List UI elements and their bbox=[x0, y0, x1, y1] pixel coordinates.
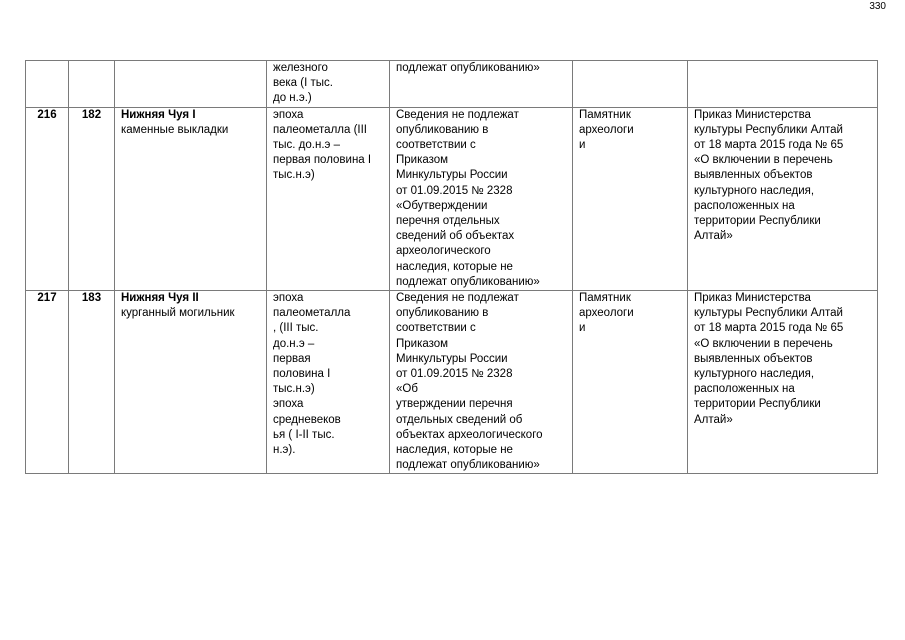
document-line: выявленных объектов bbox=[694, 169, 813, 182]
info-line: подлежат опубликованию» bbox=[396, 459, 540, 472]
document-line: культуры Республики Алтай bbox=[694, 123, 843, 136]
category-line: Памятник bbox=[579, 108, 631, 121]
period-line: палеометалла bbox=[273, 307, 351, 320]
info-line: «Об bbox=[396, 383, 418, 396]
period-line: палеометалла (III bbox=[273, 123, 368, 136]
document-line: культурного наследия, bbox=[694, 184, 815, 197]
info-line: подлежат опубликованию» bbox=[396, 62, 540, 74]
document-line: от 18 марта 2015 года № 65 bbox=[694, 139, 844, 152]
document-cell bbox=[688, 61, 878, 108]
info-line: перечня отдельных bbox=[396, 215, 500, 228]
name-cell bbox=[115, 107, 267, 290]
info-line: объектах археологического bbox=[396, 428, 543, 441]
category-cell bbox=[573, 291, 688, 474]
info-line: от 01.09.2015 № 2328 bbox=[396, 184, 513, 197]
reg-no-cell: 217 bbox=[26, 291, 69, 474]
item-no-cell: 182 bbox=[69, 107, 115, 290]
info-cell bbox=[390, 61, 573, 108]
reg-no-cell bbox=[26, 61, 69, 108]
period-line: первая половина I bbox=[273, 154, 372, 167]
category-cell bbox=[573, 61, 688, 108]
document-line: от 18 марта 2015 года № 65 bbox=[694, 322, 844, 335]
table-row bbox=[26, 107, 878, 290]
info-line: Сведения не подлежат bbox=[396, 108, 519, 121]
info-cell bbox=[390, 107, 573, 290]
info-line: Приказом bbox=[396, 154, 449, 167]
period-line: ья ( I-II тыс. bbox=[273, 428, 335, 441]
info-line: Приказом bbox=[396, 337, 449, 350]
period-line: первая bbox=[273, 352, 311, 365]
item-no-cell: 183 bbox=[69, 291, 115, 474]
info-line: Сведения не подлежат bbox=[396, 292, 519, 305]
period-cell bbox=[267, 107, 390, 290]
info-line: археологического bbox=[396, 245, 491, 258]
period-line: века (I тыс. bbox=[273, 77, 333, 90]
name-cell bbox=[115, 291, 267, 474]
info-line: утверждении перечня bbox=[396, 398, 513, 411]
document-line: расположенных на bbox=[694, 383, 795, 396]
document-line: территории Республики bbox=[694, 215, 821, 228]
document-line: расположенных на bbox=[694, 199, 795, 212]
period-line: тыс.н.э) bbox=[273, 169, 315, 182]
info-line: Минкультуры России bbox=[396, 169, 508, 182]
category-cell bbox=[573, 107, 688, 290]
document-line: культурного наследия, bbox=[694, 368, 815, 381]
document-line: Приказ Министерства bbox=[694, 108, 811, 121]
info-line: подлежат опубликованию» bbox=[396, 275, 540, 288]
info-line: соответствии с bbox=[396, 322, 476, 335]
document-cell bbox=[688, 107, 878, 290]
name-cell bbox=[115, 61, 267, 108]
document-line: Алтай» bbox=[694, 230, 733, 243]
info-line: от 01.09.2015 № 2328 bbox=[396, 368, 513, 381]
info-line: наследия, которые не bbox=[396, 444, 513, 457]
document-line: Алтай» bbox=[694, 413, 733, 426]
category-line: и bbox=[579, 322, 586, 335]
period-cell bbox=[267, 61, 390, 108]
period-line: половина I bbox=[273, 368, 331, 381]
site-type: курганный могильник bbox=[121, 307, 235, 320]
info-line: отдельных сведений об bbox=[396, 413, 523, 426]
document-line: «О включении в перечень bbox=[694, 154, 833, 167]
info-line: опубликованию в bbox=[396, 307, 489, 320]
category-line: и bbox=[579, 139, 586, 152]
document-line: выявленных объектов bbox=[694, 352, 813, 365]
info-line: наследия, которые не bbox=[396, 260, 513, 273]
info-line: Минкультуры России bbox=[396, 352, 508, 365]
site-name: Нижняя Чуя II bbox=[121, 292, 199, 305]
category-line: археологи bbox=[579, 123, 634, 136]
table-row bbox=[26, 291, 878, 474]
info-cell bbox=[390, 291, 573, 474]
document-line: Приказ Министерства bbox=[694, 292, 811, 305]
period-line: , (III тыс. bbox=[273, 322, 319, 335]
heritage-register-table bbox=[25, 60, 878, 474]
reg-no-cell: 216 bbox=[26, 107, 69, 290]
document-line: «О включении в перечень bbox=[694, 337, 833, 350]
site-name: Нижняя Чуя I bbox=[121, 108, 196, 121]
period-line: тыс.н.э) bbox=[273, 383, 315, 396]
period-line: эпоха bbox=[273, 108, 304, 121]
period-cell bbox=[267, 291, 390, 474]
info-line: «Обутверждении bbox=[396, 199, 488, 212]
document-line: территории Республики bbox=[694, 398, 821, 411]
period-line: н.э). bbox=[273, 444, 296, 457]
category-line: Памятник bbox=[579, 292, 631, 305]
page-number: 330 bbox=[869, 1, 886, 12]
period-line: до.н.э – bbox=[273, 337, 315, 350]
category-line: археологи bbox=[579, 307, 634, 320]
document-cell bbox=[688, 291, 878, 474]
item-no-cell bbox=[69, 61, 115, 108]
document-line: культуры Республики Алтай bbox=[694, 307, 843, 320]
info-line: сведений об объектах bbox=[396, 230, 515, 243]
info-line: опубликованию в bbox=[396, 123, 489, 136]
site-type: каменные выкладки bbox=[121, 123, 229, 136]
table-row-continuation bbox=[26, 61, 878, 108]
period-line: эпоха bbox=[273, 292, 304, 305]
period-line: железного bbox=[273, 62, 328, 74]
info-line: соответствии с bbox=[396, 139, 476, 152]
period-line: до н.э.) bbox=[273, 92, 312, 105]
period-line: средневеков bbox=[273, 413, 341, 426]
period-line: тыс. до.н.э – bbox=[273, 139, 340, 152]
period-line: эпоха bbox=[273, 398, 304, 411]
